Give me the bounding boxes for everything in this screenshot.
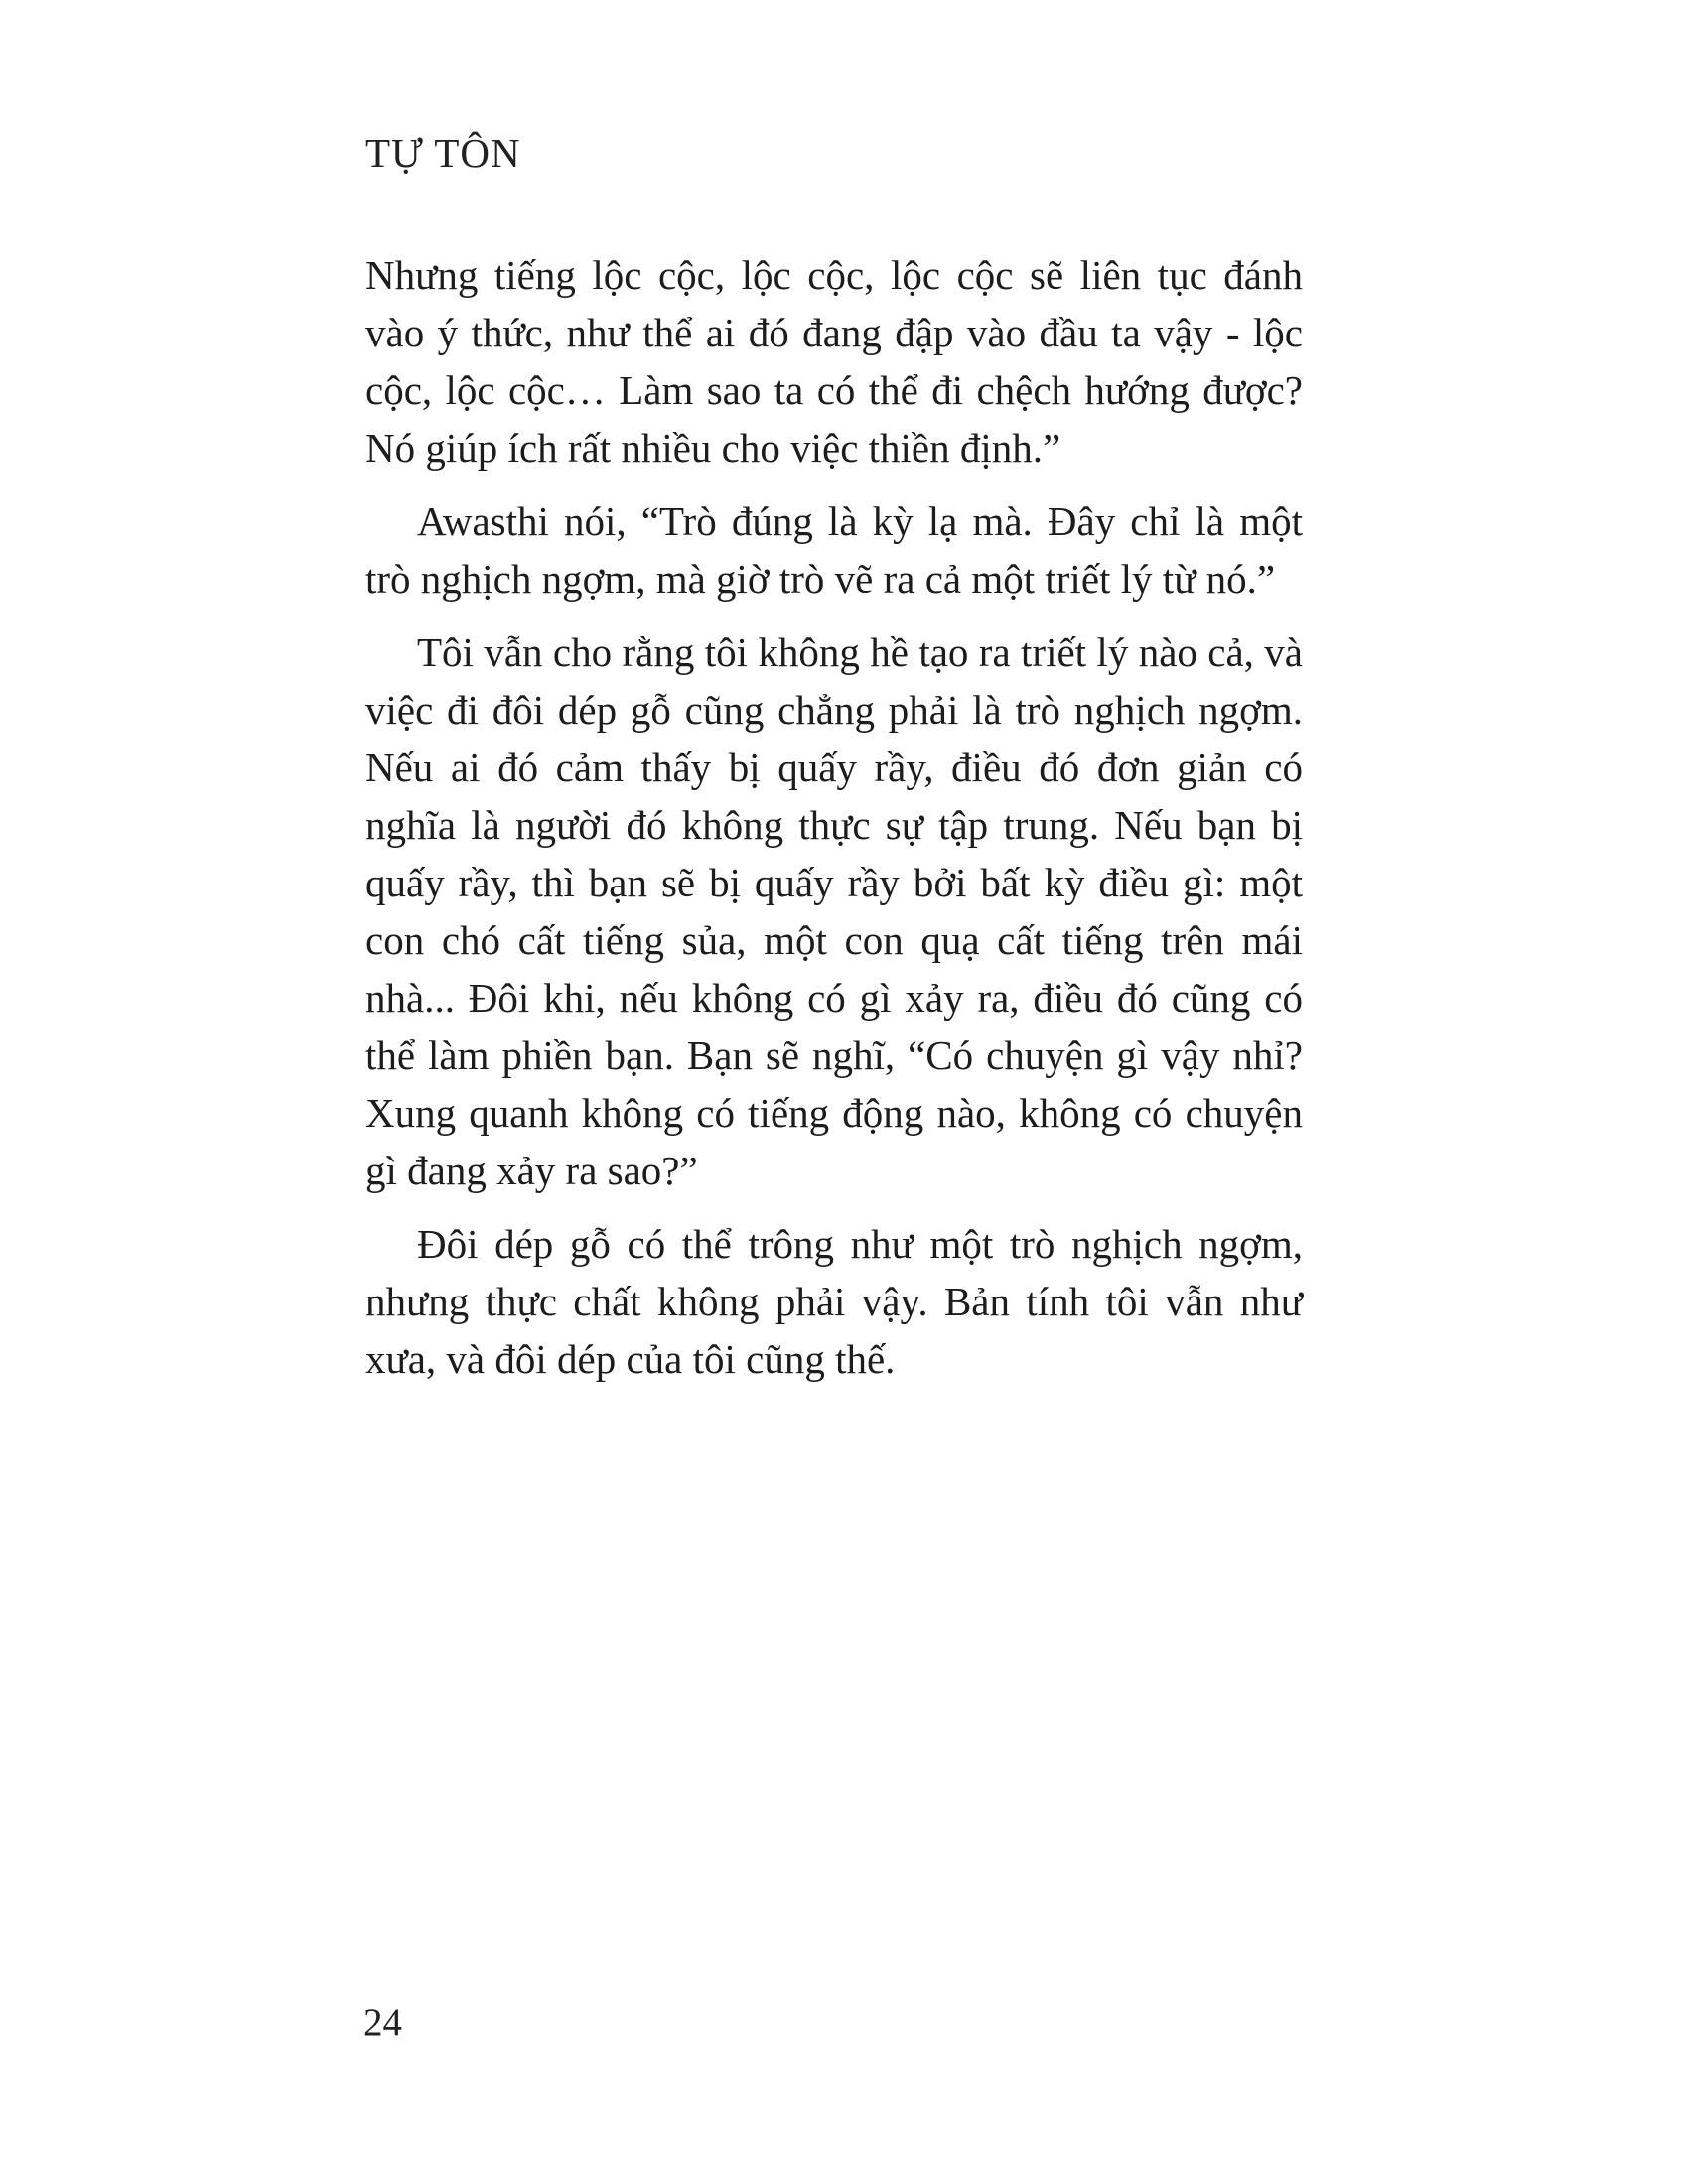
body-paragraph: Tôi vẫn cho rằng tôi không hề tạo ra triết lý nào cả, và việc đi đôi dép gỗ cũng chẳng phải là trò nghịch ngợm. Nếu ai đó cảm thấy bị quấy rầy, điều đó đơn giản có nghĩa là người đó không thực sự tập trung. Nếu bạn bị quấy rầy, thì bạn sẽ bị quấy rầy bởi bất kỳ điều gì: một con chó cất tiếng sủa, một con quạ cất tiếng trên mái nhà... Đôi khi, nếu không có gì xảy ra, điều đó cũng có thể làm phiền bạn. Bạn sẽ nghĩ, “Có chuyện gì vậy nhỉ? Xung quanh không có tiếng động nào, không có chuyện gì đang xảy ra sao?” <box>365 629 1303 1193</box>
body-paragraph: Awasthi nói, “Trò đúng là kỳ lạ mà. Đây chỉ là một trò nghịch ngợm, mà giờ trò vẽ ra cả một triết lý từ nó.” <box>365 498 1303 602</box>
body-paragraph: Nhưng tiếng lộc cộc, lộc cộc, lộc cộc sẽ liên tục đánh vào ý thức, như thể ai đó đang đập vào đầu ta vậy - lộc cộc, lộc cộc… Làm sao ta có thể đi chệch hướng được? Nó giúp ích rất nhiều cho việc thiền định.” <box>365 252 1303 471</box>
body-paragraph: Đôi dép gỗ có thể trông như một trò nghịch ngợm, nhưng thực chất không phải vậy. Bản tính tôi vẫn như xưa, và đôi dép của tôi cũng thế. <box>365 1221 1303 1382</box>
body-text <box>365 246 1303 1404</box>
page-number: 24 <box>363 2001 402 2044</box>
running-header: TỰ TÔN <box>365 130 521 176</box>
